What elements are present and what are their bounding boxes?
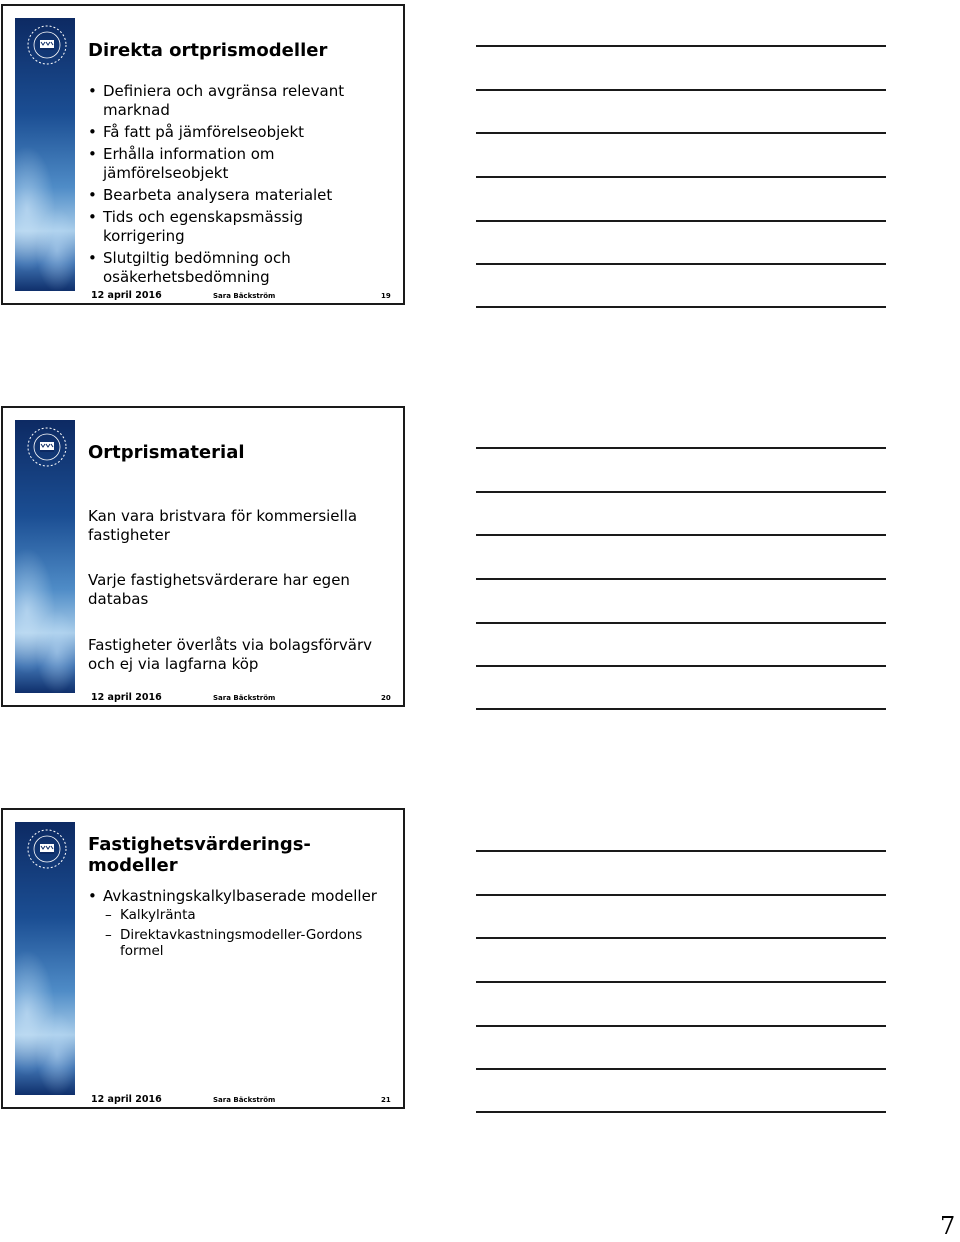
list-item: • Få fatt på jämförelseobjekt <box>88 123 388 142</box>
note-line <box>476 1025 886 1027</box>
note-line <box>476 447 886 449</box>
footer-date: 12 april 2016 <box>91 290 162 301</box>
note-line <box>476 937 886 939</box>
slide-side-band <box>15 822 75 1095</box>
umea-universitet-seal-icon <box>26 828 68 870</box>
page-number: 7 <box>940 1212 956 1240</box>
note-line <box>476 132 886 134</box>
note-line <box>476 850 886 852</box>
umea-universitet-seal-icon <box>26 426 68 468</box>
note-line <box>476 45 886 47</box>
note-line <box>476 176 886 178</box>
slide-title-line: modeller <box>88 855 178 876</box>
note-line <box>476 263 886 265</box>
note-line <box>476 1111 886 1113</box>
slide-number: 19 <box>381 292 391 300</box>
footer-author: Sara Bäckström <box>213 694 276 702</box>
umea-universitet-seal-icon <box>26 24 68 66</box>
slide-title <box>88 834 311 876</box>
list-item: • Definiera och avgränsa relevant marknad <box>88 82 388 120</box>
slide-number: 20 <box>381 694 391 702</box>
footer-author: Sara Bäckström <box>213 292 276 300</box>
slide-number: 21 <box>381 1096 391 1104</box>
note-line <box>476 306 886 308</box>
slide-21 <box>1 808 405 1109</box>
note-line <box>476 220 886 222</box>
slide-title-line: Fastighetsvärderings- <box>88 834 311 855</box>
paragraph: Fastigheter överlåts via bolagsförvärv och ej via lagfarna köp <box>88 636 373 673</box>
bullet-list <box>88 82 388 290</box>
slide-title: Ortprismaterial <box>88 442 245 463</box>
slide-20 <box>1 406 405 707</box>
note-line <box>476 981 886 983</box>
list-item <box>88 887 388 959</box>
note-line <box>476 89 886 91</box>
slide-side-band <box>15 420 75 693</box>
sub-list-item: – Kalkylränta <box>105 907 388 923</box>
list-item: • Slutgiltig bedömning och osäkerhetsbedömning <box>88 249 388 287</box>
note-line <box>476 578 886 580</box>
list-item: • Bearbeta analysera materialet <box>88 186 388 205</box>
footer-date: 12 april 2016 <box>91 1094 162 1105</box>
note-line <box>476 534 886 536</box>
slide-title: Direkta ortprismodeller <box>88 40 328 61</box>
bullet-list <box>88 887 388 963</box>
note-line <box>476 665 886 667</box>
slide-side-band <box>15 18 75 291</box>
slide-19 <box>1 4 405 305</box>
sub-list-item: – Direktavkastningsmodeller-Gordons formel <box>105 927 388 959</box>
footer-date: 12 april 2016 <box>91 692 162 703</box>
list-item-label: Avkastningskalkylbaserade modeller <box>103 887 377 905</box>
list-item: • Erhålla information om jämförelseobjekt <box>88 145 388 183</box>
note-line <box>476 622 886 624</box>
sub-bullet-list <box>105 907 388 959</box>
note-line <box>476 1068 886 1070</box>
list-item: • Tids och egenskapsmässig korrigering <box>88 208 388 246</box>
note-line <box>476 491 886 493</box>
footer-author: Sara Bäckström <box>213 1096 276 1104</box>
note-line <box>476 894 886 896</box>
paragraph: Varje fastighetsvärderare har egen databas <box>88 571 350 608</box>
note-line <box>476 708 886 710</box>
paragraph: Kan vara bristvara för kommersiella fastigheter <box>88 507 358 544</box>
